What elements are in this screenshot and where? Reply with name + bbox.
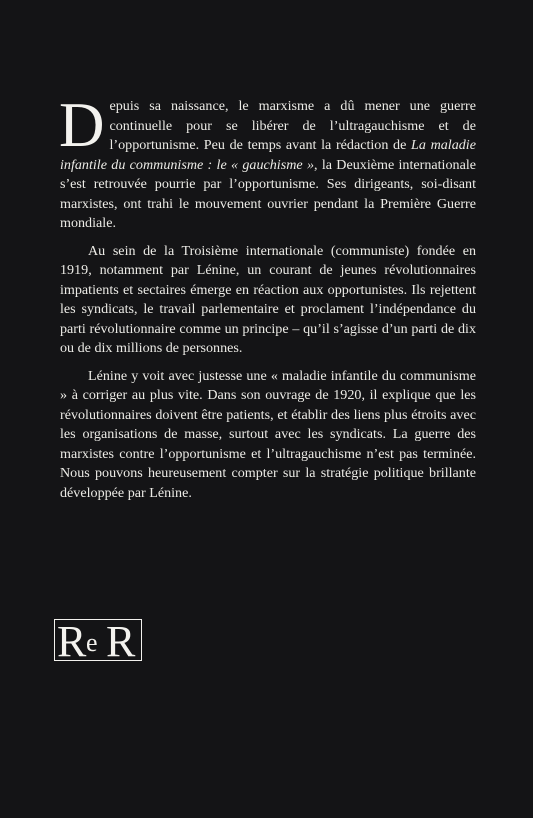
paragraph-intro — [59, 90, 476, 234]
intro-text-start: epuis sa naissance, le marxisme a dû mener une guerre continuelle pour se libérer de l’ultragauchisme et de l’opportunisme. Peu de temps avant la rédaction de — [109, 98, 476, 153]
paragraph-lenine: Lénine y voit avec justesse une « maladie infantile du communisme » à corriger au plus vite. Dans son ouvrage de 1920, il explique que les révolutionnaires doivent être patients, et établir des liens plus étroits avec les organisations de masse, surtout avec les syndicats. La guerre des marxistes contre l’opportunisme et l’ultragauchisme n’est pas terminée. Nous pouvons heureusement compter sur la stratégie politique brillante développée par Lénine. — [60, 367, 476, 501]
logo-letter-r-left: R — [57, 621, 87, 659]
intro-text-end: , la Deuxième internationale s’est retrouvée pourrie par l’opportunisme. Ses dirigeants, soi-disant marxistes, ont trahi le mouvement ouvrier pendant la Première Guerre mondiale. — [60, 156, 476, 231]
book-title-reference: La maladie infantile du communisme : le « gauchisme » — [60, 137, 476, 173]
logo-letter-r-right: R — [106, 621, 136, 659]
rer-logo-mark — [56, 621, 140, 659]
back-cover-text — [59, 90, 476, 511]
logo-letter-e: e — [86, 628, 98, 657]
drop-cap-letter: D — [59, 90, 105, 160]
paragraph-third-international: Au sein de la Troisième internationale (communiste) fondée en 1919, notamment par Lénine, un courant de jeunes révolutionnaires impatients et sectaires émerge en réaction aux opportunistes. Ils rejettent les syndicats, le travail parlementaire et proclament l’indépendance du parti révolutionnaire comme un principe – qu’il s’agisse d’un parti de dix ou de dix millions de personnes. — [60, 242, 476, 356]
publisher-logo — [54, 619, 142, 661]
